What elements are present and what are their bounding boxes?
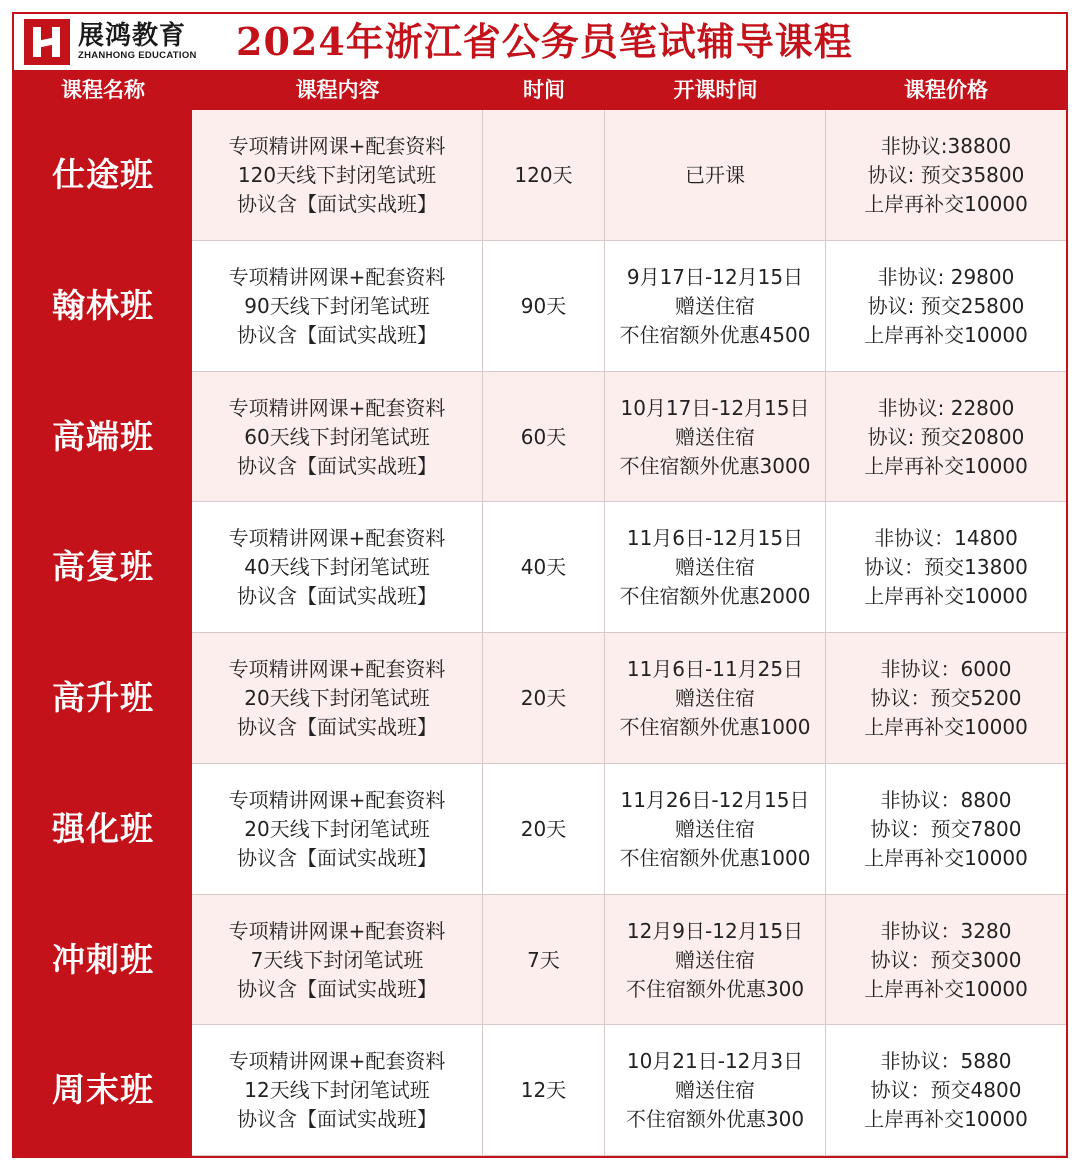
- course-content-line: 120天线下封闭笔试班: [237, 162, 437, 187]
- duration-cell: [483, 633, 605, 763]
- course-name: 高升班: [52, 678, 154, 717]
- price-line: 上岸再补交10000: [864, 845, 1028, 870]
- duration-cell: [483, 110, 605, 240]
- course-content-line: 协议含【面试实战班】: [237, 191, 437, 216]
- duration-cell: [483, 372, 605, 502]
- course-content-cell: [192, 372, 483, 502]
- start-date-line: 9月17日-12月15日: [626, 264, 804, 289]
- duration-value: 7天: [527, 947, 560, 972]
- start-date-line: 不住宿额外优惠300: [625, 1106, 805, 1131]
- logo-chinese: 展鸿教育: [78, 21, 187, 51]
- course-content-line: 12天线下封闭笔试班: [244, 1077, 430, 1102]
- price-line: 非协议：8800: [880, 787, 1012, 812]
- course-content-line: 60天线下封闭笔试班: [244, 424, 430, 449]
- course-content-cell: [192, 110, 483, 240]
- duration-cell: [483, 502, 605, 632]
- start-date-line: 已开课: [685, 162, 745, 187]
- start-date-cell: [605, 241, 826, 371]
- price-line: 非协议：14800: [874, 525, 1018, 550]
- poster-header: [14, 14, 1066, 70]
- duration-cell: [483, 1025, 605, 1155]
- duration-value: 12天: [520, 1077, 567, 1102]
- price-line: 非协议: 29800: [877, 264, 1015, 289]
- course-content-cell: [192, 895, 483, 1025]
- course-content-line: 20天线下封闭笔试班: [244, 685, 430, 710]
- start-date-line: 不住宿额外优惠300: [625, 976, 805, 1001]
- price-cell: [826, 241, 1066, 371]
- course-name: 高端班: [52, 417, 154, 456]
- duration-value: 20天: [520, 816, 567, 841]
- start-date-line: 赠送住宿: [675, 554, 755, 579]
- header-course-name: 课程名称: [61, 78, 145, 102]
- price-line: 协议: 预交20800: [867, 424, 1025, 449]
- course-content-line: 专项精讲网课+配套资料: [228, 918, 446, 943]
- duration-cell: [483, 241, 605, 371]
- course-name: 仕途班: [52, 155, 154, 194]
- brand-logo: [24, 18, 197, 66]
- header-price: 课程价格: [904, 78, 988, 102]
- course-content-line: 专项精讲网课+配套资料: [228, 264, 446, 289]
- price-line: 协议：预交13800: [864, 554, 1028, 579]
- table-header: [14, 70, 1066, 110]
- price-cell: [826, 895, 1066, 1025]
- start-date-line: 不住宿额外优惠4500: [619, 322, 811, 347]
- price-line: 上岸再补交10000: [864, 453, 1028, 478]
- course-content-line: 协议含【面试实战班】: [237, 1106, 437, 1131]
- course-content-cell: [192, 633, 483, 763]
- table-row: [192, 241, 1066, 372]
- header-course-content: 课程内容: [295, 78, 380, 102]
- table-row: [192, 633, 1066, 764]
- start-date-line: 11月26日-12月15日: [620, 787, 810, 812]
- course-content-line: 专项精讲网课+配套资料: [228, 1048, 446, 1073]
- course-content-line: 专项精讲网课+配套资料: [228, 656, 446, 681]
- start-date-line: 11月6日-12月15日: [626, 525, 804, 550]
- price-line: 协议：预交4800: [870, 1077, 1022, 1102]
- logo-text: [78, 22, 197, 62]
- course-content-line: 协议含【面试实战班】: [237, 322, 437, 347]
- logo-english: ZHANHONG EDUCATION: [78, 50, 197, 61]
- course-content-line: 专项精讲网课+配套资料: [228, 133, 446, 158]
- course-content-line: 协议含【面试实战班】: [237, 845, 437, 870]
- duration-value: 60天: [520, 424, 567, 449]
- start-date-line: 赠送住宿: [675, 816, 755, 841]
- course-content-line: 40天线下封闭笔试班: [244, 554, 430, 579]
- start-date-line: 10月21日-12月3日: [626, 1048, 804, 1073]
- start-date-cell: [605, 502, 826, 632]
- price-line: 协议：预交7800: [870, 816, 1022, 841]
- price-cell: [826, 764, 1066, 894]
- price-line: 非协议: 22800: [877, 395, 1015, 420]
- start-date-line: 赠送住宿: [675, 685, 755, 710]
- course-content-line: 协议含【面试实战班】: [237, 714, 437, 739]
- course-content-line: 90天线下封闭笔试班: [244, 293, 430, 318]
- price-line: 上岸再补交10000: [864, 583, 1028, 608]
- price-line: 协议：预交5200: [870, 685, 1022, 710]
- duration-cell: [483, 895, 605, 1025]
- course-content-line: 专项精讲网课+配套资料: [228, 787, 446, 812]
- start-date-line: 12月9日-12月15日: [626, 918, 804, 943]
- logo-mark-icon: [24, 19, 70, 65]
- start-date-line: 赠送住宿: [675, 1077, 755, 1102]
- course-name: 翰林班: [52, 286, 154, 325]
- course-content-cell: [192, 1025, 483, 1155]
- price-line: 上岸再补交10000: [864, 714, 1028, 739]
- table-row: [192, 502, 1066, 633]
- price-cell: [826, 502, 1066, 632]
- price-line: 非协议：6000: [880, 656, 1012, 681]
- course-content-cell: [192, 764, 483, 894]
- start-date-line: 11月6日-11月25日: [626, 656, 804, 681]
- price-cell: [826, 110, 1066, 240]
- course-content-line: 协议含【面试实战班】: [237, 976, 437, 1001]
- course-name: 周末班: [52, 1070, 154, 1109]
- price-line: 上岸再补交10000: [864, 1106, 1028, 1131]
- course-name: 强化班: [52, 809, 154, 848]
- course-content-line: 协议含【面试实战班】: [237, 453, 437, 478]
- price-cell: [826, 633, 1066, 763]
- course-content-line: 7天线下封闭笔试班: [250, 947, 424, 972]
- duration-value: 40天: [520, 554, 567, 579]
- duration-value: 20天: [520, 685, 567, 710]
- course-name: 冲刺班: [52, 940, 154, 979]
- start-date-cell: [605, 372, 826, 502]
- start-date-line: 10月17日-12月15日: [620, 395, 810, 420]
- duration-value: 120天: [514, 162, 573, 187]
- start-date-line: 赠送住宿: [675, 424, 755, 449]
- course-content-line: 专项精讲网课+配套资料: [228, 525, 446, 550]
- price-line: 上岸再补交10000: [864, 191, 1028, 216]
- price-line: 协议: 预交25800: [867, 293, 1025, 318]
- price-line: 上岸再补交10000: [864, 322, 1028, 347]
- start-date-line: 不住宿额外优惠3000: [619, 453, 811, 478]
- price-cell: [826, 372, 1066, 502]
- price-cell: [826, 1025, 1066, 1155]
- page-title: 2024年浙江省公务员笔试辅导课程: [236, 19, 853, 64]
- duration-value: 90天: [520, 293, 567, 318]
- course-name: 高复班: [52, 547, 154, 586]
- price-line: 协议: 预交35800: [867, 162, 1025, 187]
- header-duration: 时间: [523, 78, 565, 102]
- start-date-line: 不住宿额外优惠2000: [619, 583, 811, 608]
- table-row: [192, 110, 1066, 241]
- course-content-line: 专项精讲网课+配套资料: [228, 395, 446, 420]
- duration-cell: [483, 764, 605, 894]
- price-line: 非协议：5880: [880, 1048, 1012, 1073]
- course-content-line: 20天线下封闭笔试班: [244, 816, 430, 841]
- header-start-date: 开课时间: [673, 78, 758, 102]
- start-date-line: 赠送住宿: [675, 947, 755, 972]
- start-date-cell: [605, 1025, 826, 1155]
- start-date-line: 赠送住宿: [675, 293, 755, 318]
- table-row: [192, 895, 1066, 1025]
- course-content-cell: [192, 502, 483, 632]
- start-date-cell: [605, 895, 826, 1025]
- course-content-line: 协议含【面试实战班】: [237, 583, 437, 608]
- table-row: [192, 764, 1066, 895]
- price-line: 非协议：3280: [880, 918, 1012, 943]
- price-line: 协议：预交3000: [870, 947, 1022, 972]
- table-row: [192, 372, 1066, 502]
- course-content-cell: [192, 241, 483, 371]
- table-row: [192, 1025, 1066, 1156]
- start-date-line: 不住宿额外优惠1000: [619, 845, 811, 870]
- price-line: 上岸再补交10000: [864, 976, 1028, 1001]
- price-line: 非协议:38800: [880, 133, 1012, 158]
- start-date-cell: [605, 110, 826, 240]
- start-date-cell: [605, 633, 826, 763]
- start-date-cell: [605, 764, 826, 894]
- start-date-line: 不住宿额外优惠1000: [619, 714, 811, 739]
